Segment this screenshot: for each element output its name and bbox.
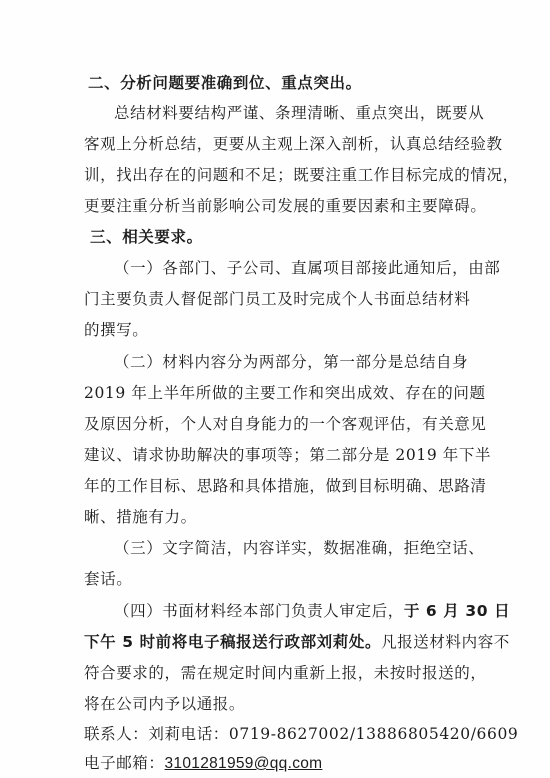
item4-text: 凡报送材料内容不 [381, 633, 510, 651]
paragraph-line: 总结材料要结构严谨、条理清晰、重点突出，既要从 [114, 104, 485, 122]
paragraph-line: 训，找出存在的问题和不足；既要注重工作目标完成的情况， [84, 166, 519, 184]
item3-line: 套话。 [84, 570, 133, 588]
item4-line-4: 将在公司内予以通报。 [84, 695, 246, 713]
item1-line: （一）各部门、子公司、直属项目部接此通知后，由部 [114, 259, 501, 277]
email-address: 3101281959@qq.com [164, 755, 323, 772]
item2-line: 年的工作目标、思路和具体措施，做到目标明确、思路清 [84, 477, 487, 495]
contact-name-phone: 刘莉电话：0719-8627002/13886805420/6609 [148, 725, 519, 743]
item4-line-2 [84, 632, 510, 652]
item2-line: （二）材料内容分为两部分，第一部分是总结自身 [114, 353, 469, 371]
item2-line: 建议、请求协助解决的事项等；第二部分是 2019 年下半 [84, 446, 492, 464]
item4-text: （四）书面材料经本部门负责人审定后， [114, 602, 404, 620]
contact-line [84, 724, 518, 744]
section-heading-2: 二、分析问题要准确到位、重点突出。 [88, 74, 362, 92]
contact-label: 联系人： [84, 725, 149, 743]
item3-line: （三）文字简洁，内容详实，数据准确，拒绝空话、 [114, 539, 485, 557]
paragraph-line: 更要注重分析当前影响公司发展的重要因素和主要障碍。 [84, 197, 487, 215]
item4-line-3: 符合要求的，需在规定时间内重新上报，未按时报送的， [84, 664, 487, 682]
item2-line: 及原因分析，个人对自身能力的一个客观评估，有关意见 [84, 415, 487, 433]
item2-line: 2019 年上半年所做的主要工作和突出成效、存在的问题 [84, 384, 486, 402]
email-label: 电子邮箱： [84, 754, 165, 772]
email-line [84, 753, 322, 774]
item2-line: 晰、措施有力。 [84, 508, 197, 526]
paragraph-line: 客观上分析总结，更要从主观上深入剖析，认真总结经验教 [84, 135, 503, 153]
item4-line-1 [114, 601, 510, 621]
item1-line: 门主要负责人督促部门员工及时完成个人书面总结材料 [84, 290, 471, 308]
section-heading-3: 三、相关要求。 [90, 228, 203, 246]
item4-deadline-time: 下午 5 时前将电子稿报送行政部刘莉处。 [84, 633, 382, 651]
item1-line: 的撰写。 [84, 321, 149, 339]
item4-deadline-date: 于 6 月 30 日 [403, 602, 511, 620]
